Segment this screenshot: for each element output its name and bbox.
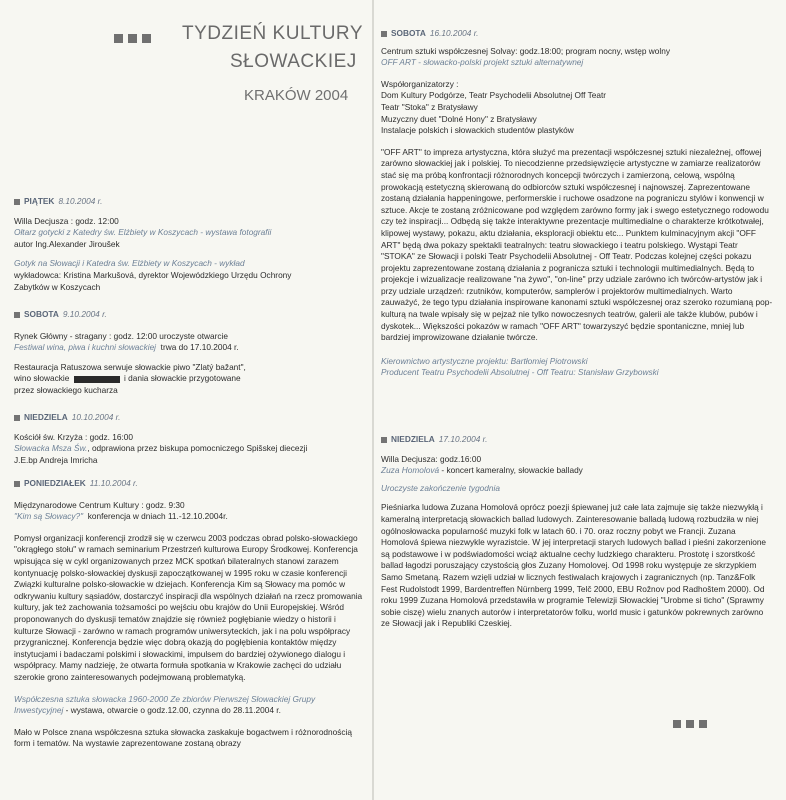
redaction-mark: [74, 376, 120, 383]
event-line: "Kim są Słowacy?" konferencja w dniach 11.-12.10.2004r.: [14, 511, 228, 522]
bullet-square-icon: [14, 481, 20, 487]
paragraph: "OFF ART" to impreza artystyczna, która służyć ma prezentacji współczesnej sztuki niezależnej, offowej zarówno słowackiej jak i polskiej. To niecodzienne przedsięwzięcie artystyczne w zamiarze realizatorów stać się ma próbą konfrontacji różnorodnych koncepcji twórczych i zamierzoną, celową, wspólną prowokacją estetyczną skierowaną do odbiorców sztuki współczesnej i najnowszej. Zaprezentowane zostaną działania happeningowe, performerskie i ruchowe osadzone na pograniczu stylów i konwencji w sztuce. Akcje te zostaną zróżnicowane pod względem zarówno formy jak i swego estetycznego rodowodu czy też inspiracji... Odbędą się także interaktywne prezentacje multimedialne o charakterze krótkotwałej, klipowej wystawy, pokazu, aktu działania, eksploracji obiektu etc... Punktem kulminacyjnym akcji "OFF ART" będą dwa pokazy spektakli teatralnych: teatru słowackiego i teatru polskiego. Wystąpi Teatr "STOKA" ze Słowacji i polski Teatr Psychodelii Absolutnej - Off Teatr. Podczas kolejnej części pokazu projektu zaprezentowane zostaną działania z pogranicza sztuki i technologii multimedialnych. Będą to projekcje i wizualizacje realizowane "na żywo", "on-line" przy udziale zarówno ich twórców-artystów jak i przy udziale urządzeń: rzutników, komputerów, samplerów i projektorów multimedialnych. Warto zauważyć, że tego typu działania inspirowane kanonami sztuki współczesnej oraz szeroko rozumianą pop-kulturą na twale wpisały się w pejzaż nie tylko nowoczesnych teatrów, galerii ale także klubów, pubów i dyskotek... Większości pokazów w ramach "OFF ART" towarzyszyć będzie spontaniczne, mniej lub bardziej improwizowane działanie twórcze.: [381, 146, 773, 343]
event-line: Kościół św. Krzyża : godz. 16:00: [14, 431, 133, 442]
event-line: Muzyczny duet "Dolné Hony" z Bratysławy: [381, 113, 537, 124]
bullet-square-icon: [381, 31, 387, 37]
event-line: Międzynarodowe Centrum Kultury : godz. 9:30: [14, 499, 185, 510]
event-line: J.E.bp Andreja Imricha: [14, 454, 98, 465]
city-year: KRAKÓW 2004: [244, 87, 349, 104]
event-line: przez słowackiego kucharza: [14, 384, 118, 395]
bullet-square-icon: [14, 312, 20, 318]
bullet-square-icon: [381, 437, 387, 443]
event-line: Producent Teatru Psychodelii Absolutnej - Off Teatru: Stanisław Grzybowski: [381, 367, 659, 378]
event-line: Współorganizatorzy :: [381, 78, 459, 89]
title-line-1: TYDZIEŃ KULTURY: [182, 23, 363, 44]
event-line: Ołtarz gotycki z Katedry św. Elżbiety w Koszycach - wystawa fotografii: [14, 227, 272, 238]
day-heading: SOBOTA 9.10.2004 r.: [14, 309, 246, 321]
event-line: wykładowca: Kristina Markušová, dyrektor Wojewódzkiego Urzędu Ochrony: [14, 269, 292, 280]
event-line: wino słowackie i dania słowackie przygotowane: [14, 373, 241, 384]
fold-line: [372, 0, 374, 800]
day-section-friday: [14, 196, 291, 293]
day-heading: NIEDZIELA 17.10.2004 r.: [381, 434, 773, 446]
paragraph: Pomysł organizacji konferencji zrodził się w czerwcu 2003 podczas obrad polsko-słowackiego "okrągłego stołu" w ramach seminarium Przestrzeń kulturowa Europy Środkowej. Konferencja wpisująca się w cykl organizowanych przez MCK spotkań bilateralnych stanowi zarazem kontynuację polsko-słowackiej dyskusji zapoczątkowanej w 1995 roku w czasie konferencji Związki kulturalne polsko-słowackie w dziejach. Konferencja Kim są Słowacy ma pomóc w odkrywaniu kultury sąsiadów, dostarczyć inspiracji dla wspólnych działań na rzecz promowania kultury, jak też zachowania tożsamości po wejściu obu krajów do Unii Europejskiej. Wśród proponowanych do dyskusji tematów znajdzie się również pogłębianie wiedzy o historii i kulturze Słowacji - zarówno w ramach programów uniwersyteckich, jak i na polu współpracy przygranicznej. Konferencja będzie więc dobrą okazją do pogłębienia kontaktów między instytucjami i badaczami polskimi i słowackimi, impulsem do bardziej ożywionego dialogu i współpracy. Mamy nadzieję, że otwarta formuła spotkania w Krakowie zachęci do udziału szerokie grono zainteresowanych podejmowaną problematyką.: [14, 532, 363, 682]
event-line: Inwestycyjnej - wystawa, otwarcie o godz.12.00, czynna do 28.11.2004 r.: [14, 705, 281, 716]
event-line: autor Ing.Alexander Jiroušek: [14, 238, 120, 249]
event-line: Gotyk na Słowacji i Katedra św. Elżbiety w Koszycach - wykład: [14, 258, 245, 269]
event-line: Restauracja Ratuszowa serwuje słowackie piwo "Zlatý bažant",: [14, 361, 246, 372]
event-line: Teatr "Stoka" z Bratysławy: [381, 101, 478, 112]
day-heading: SOBOTA 16.10.2004 r.: [381, 28, 773, 40]
day-heading: PIĄTEK 8.10.2004 r.: [14, 196, 291, 208]
event-line: Słowacka Msza Św., odprawiona przez biskupa pomocniczego Spišskej diecezji: [14, 443, 308, 454]
event-line: OFF ART - słowacko-polski projekt sztuki alternatywnej: [381, 57, 584, 68]
bullet-square-icon: [14, 415, 20, 421]
day-section-sunday: [14, 412, 307, 466]
event-line: Kierownictwo artystyczne projektu: Bartłomiej Piotrowski: [381, 355, 588, 366]
event-line: Festiwal wina, piwa i kuchni słowackiej trwa do 17.10.2004 r.: [14, 342, 239, 353]
event-line: Willa Decjusza: godz.16:00: [381, 453, 482, 464]
event-line: Willa Decjusza : godz. 12:00: [14, 215, 119, 226]
event-line: Instalacje polskich i słowackich studentów plastyków: [381, 125, 574, 136]
day-section-monday: [14, 478, 366, 750]
day-section-saturday: [14, 309, 246, 397]
event-line: Zabytków w Koszycach: [14, 281, 101, 292]
day-heading: PONIEDZIAŁEK 11.10.2004 r.: [14, 478, 366, 490]
event-line: Zuza Homolová - koncert kameralny, słowackie ballady: [381, 465, 583, 476]
day-section-sunday-17: [381, 434, 773, 630]
event-line: Współczesna sztuka słowacka 1960-2000 Ze zbiorów Pierwszej Słowackiej Grupy: [14, 693, 316, 704]
title-squares-icon: [114, 34, 151, 43]
event-line: Rynek Główny - stragany : godz. 12:00 uroczyste otwarcie: [14, 330, 228, 341]
title-block: [114, 24, 374, 114]
event-line: Dom Kultury Podgórze, Teatr Psychodelii Absolutnej Off Teatr: [381, 90, 607, 101]
title-line-2: SŁOWACKIEJ: [230, 51, 357, 72]
day-heading: NIEDZIELA 10.10.2004 r.: [14, 412, 307, 424]
bullet-square-icon: [14, 199, 20, 205]
day-section-saturday-16: [381, 28, 773, 379]
event-line: Centrum sztuki współczesnej Solvay: godz.18:00; program nocny, wstęp wolny: [381, 45, 670, 56]
paragraph: Mało w Polsce znana współczesna sztuka słowacka zaskakuje bogactwem i różnorodnością form i tematów. Na wystawie zaprezentowane zostaną obrazy: [14, 726, 353, 749]
event-line: Uroczyste zakończenie tygodnia: [381, 482, 500, 493]
paragraph: Pieśniarka ludowa Zuzana Homolová oprócz poezji śpiewanej już całe lata zajmuje się także niezwykłą i kameralną interpretacją słowackich ballad ludowych. Zainteresowanie balladą ludową rozbudziła w niej ogólnosłowacka popularność muzyki folk w latach 60. i 70. oraz roczny pobyt we Francji. Zuzana Homolová śpiewa niezwykle wyrazistcie. W jej interpretacji starych ludowych ballad i pieśni zakorzenione są podstawowe i w podświadomości wciąż aktualne cechy ludzkiego charakteru. Prostotę i szorstkość ballad łagodzi poruszający czystością głos Zuzany Homolovej. Od 1998 roku występuje ze skrzypkiem Samo Smetaną. Razem wzięli udział w licznych festiwalach krajowych i zagranicznych (np. Tanz&Folk Fest Rudolstodt 1999, Bardentreffen Nürnberg 1999, Telč 2000, EBU Rožnov pod Radhoštem 2000). Od roku 1999 Zuzana Homolová przedstawiła w programie Telewizji Słowackiej "Urobme si ticho" (Sprawmy sobie ciszę) wielu znanych autorów i interpretatorów folku, world music i gatunków pokrewnych zarówno ze Słowacji jak i Republiki Czeskiej.: [381, 502, 767, 629]
footer-squares-icon: [673, 720, 707, 728]
